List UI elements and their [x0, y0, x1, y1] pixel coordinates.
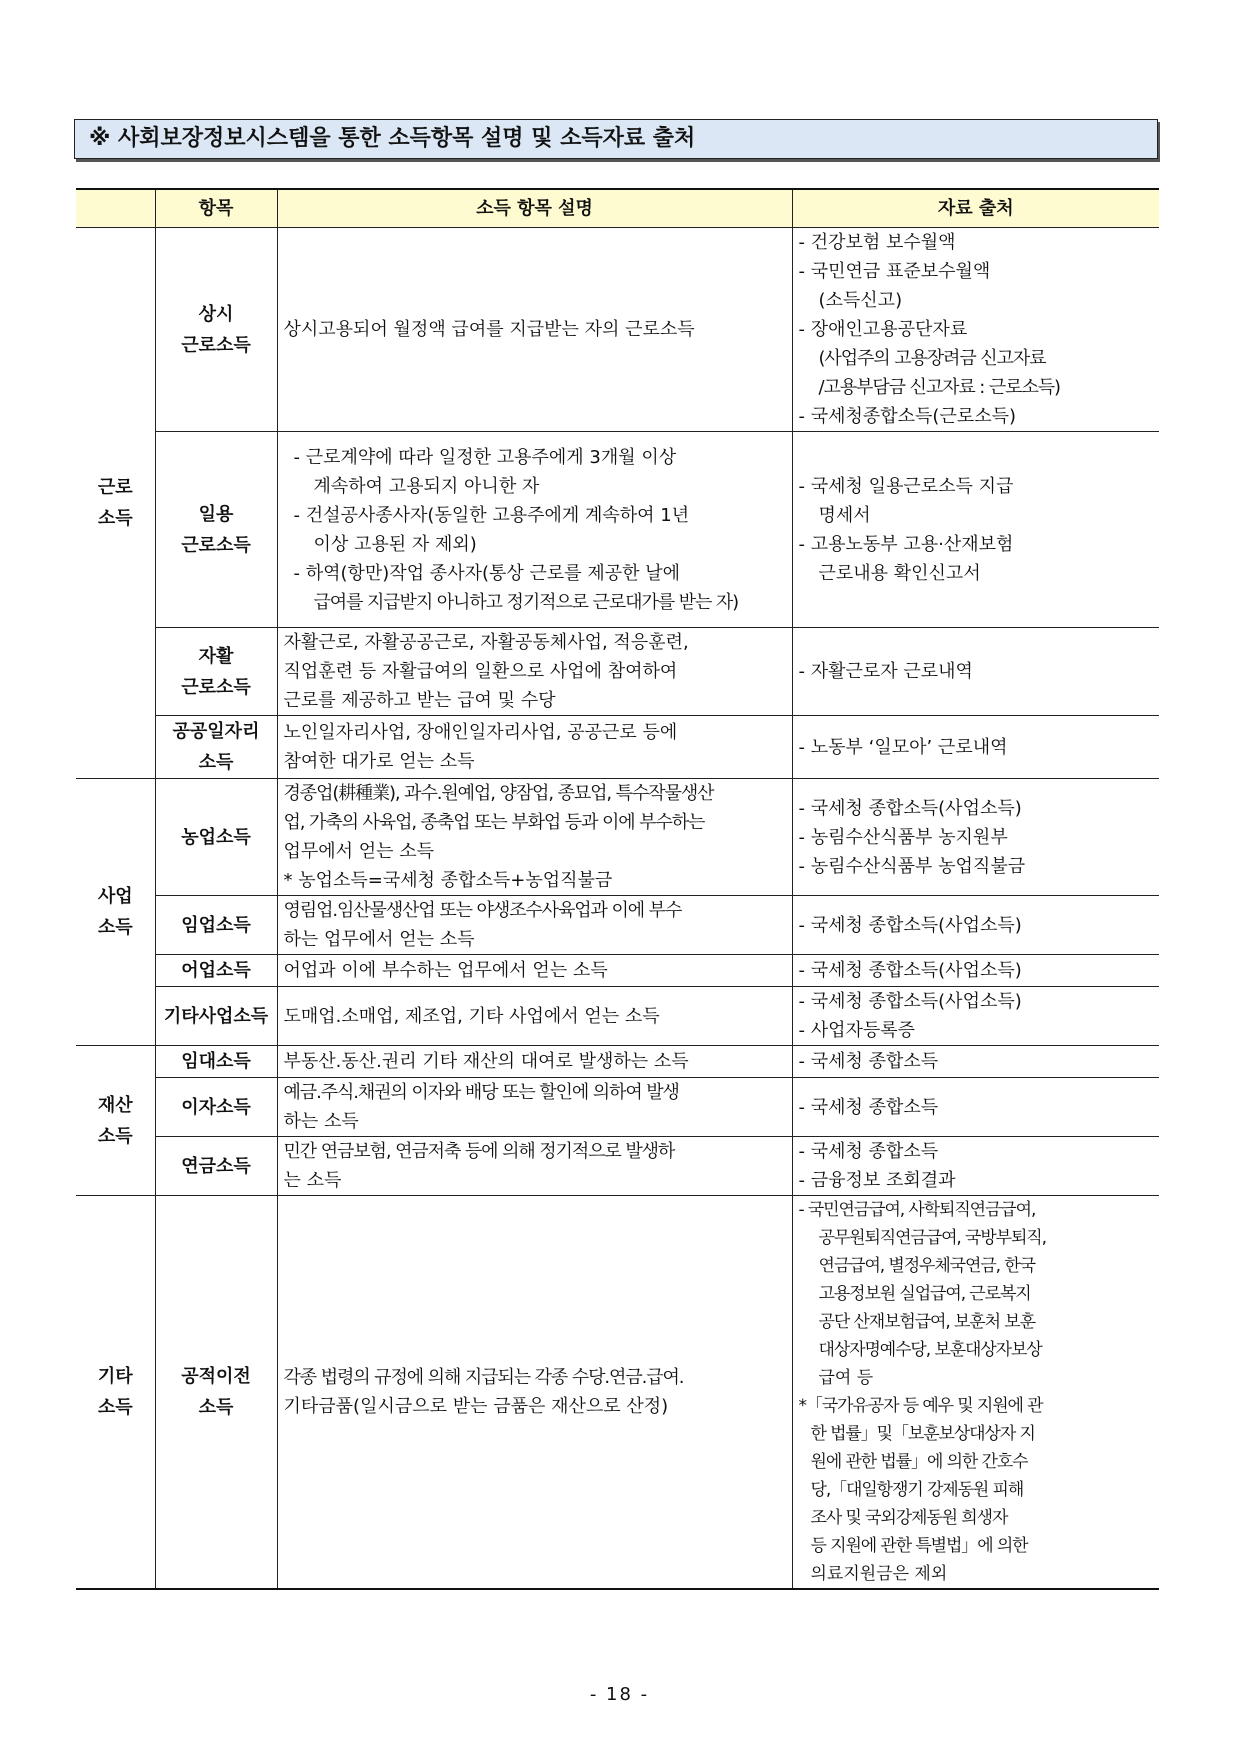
category-cell: 사업 소득 [76, 779, 155, 1046]
source-cell: - 국세청 종합소득(사업소득) - 사업자등록증 [792, 987, 1159, 1046]
source-cell: - 국세청 종합소득 [792, 1046, 1159, 1078]
source-cell: - 국세청 종합소득(사업소득) [792, 896, 1159, 955]
table-row [76, 228, 1159, 432]
header-blank [76, 189, 155, 228]
item-cell: 임대소득 [155, 1046, 277, 1078]
desc-cell: 예금.주식.채권의 이자와 배당 또는 할인에 의하여 발생 하는 소득 [277, 1078, 792, 1137]
item-cell: 자활 근로소득 [155, 628, 277, 716]
table-row [76, 1046, 1159, 1078]
source-cell: - 국민연금급여, 사학퇴직연금급여, 공무원퇴직연금급여, 국방부퇴직, 연금급여, 별정우체국연금, 한국 고용정보원 실업급여, 근로복지 공단 산재보험급여, 보훈처 보훈 대상자명예수당, 보훈대상자보상 급여 등 *「국가유공자 등 예우 및 지원에 관 한 법률」및「보훈보상대상자 지 원에 관한 법률」에 의한 간호수 당,「대일항쟁기 강제동원 피해 조사 및 국외강제동원 희생자 등 지원에 관한 특별법」에 의한 의료지원금은 제외 [792, 1196, 1159, 1590]
desc-cell: 상시고용되어 월정액 급여를 지급받는 자의 근로소득 [277, 228, 792, 432]
desc-cell: 부동산.동산.권리 기타 재산의 대여로 발생하는 소득 [277, 1046, 792, 1078]
desc-cell: 영림업.임산물생산업 또는 야생조수사육업과 이에 부수 하는 업무에서 얻는 소득 [277, 896, 792, 955]
category-cell: 근로 소득 [76, 228, 155, 779]
table-row [76, 896, 1159, 955]
header-desc: 소득 항목 설명 [277, 189, 792, 228]
item-cell: 공적이전 소득 [155, 1196, 277, 1590]
item-cell: 임업소득 [155, 896, 277, 955]
source-cell: - 국세청 종합소득(사업소득) [792, 955, 1159, 987]
item-cell: 농업소득 [155, 779, 277, 896]
item-cell: 기타사업소득 [155, 987, 277, 1046]
item-cell: 이자소득 [155, 1078, 277, 1137]
item-cell: 공공일자리 소득 [155, 716, 277, 779]
table-row [76, 1078, 1159, 1137]
table-row [76, 955, 1159, 987]
desc-cell: 도매업.소매업, 제조업, 기타 사업에서 얻는 소득 [277, 987, 792, 1046]
income-table [76, 188, 1159, 1590]
desc-cell: 경종업(耕種業), 과수.원예업, 양잠업, 종묘업, 특수작물생산 업, 가축의 사육업, 종축업 또는 부화업 등과 이에 부수하는 업무에서 얻는 소득 * 농업소득=국세청 종합소득+농업직불금 [277, 779, 792, 896]
desc-cell: 노인일자리사업, 장애인일자리사업, 공공근로 등에 참여한 대가로 얻는 소득 [277, 716, 792, 779]
header-source: 자료 출처 [792, 189, 1159, 228]
category-cell: 기타 소득 [76, 1196, 155, 1590]
desc-cell: - 근로계약에 따라 일정한 고용주에게 3개월 이상 계속하여 고용되지 아니한 자 - 건설공사종사자(동일한 고용주에게 계속하여 1년 이상 고용된 자 제외) - 하역(항만)작업 종사자(통상 근로를 제공한 날에 급여를 지급받지 아니하고 정기적으로 근로대가를 받는 자) [277, 432, 792, 628]
source-cell: - 국세청 일용근로소득 지급 명세서 - 고용노동부 고용·산재보험 근로내용 확인신고서 [792, 432, 1159, 628]
header-row [76, 189, 1159, 228]
table-row [76, 987, 1159, 1046]
source-cell: - 국세청 종합소득 - 금융정보 조회결과 [792, 1137, 1159, 1196]
table-row [76, 779, 1159, 896]
page-number: - 18 - [589, 1684, 650, 1705]
item-cell: 상시 근로소득 [155, 228, 277, 432]
item-cell: 어업소득 [155, 955, 277, 987]
desc-cell: 어업과 이에 부수하는 업무에서 얻는 소득 [277, 955, 792, 987]
source-cell: - 노동부 ‘일모아’ 근로내역 [792, 716, 1159, 779]
header-item: 항목 [155, 189, 277, 228]
table-row [76, 716, 1159, 779]
desc-cell: 자활근로, 자활공공근로, 자활공동체사업, 적응훈련, 직업훈련 등 자활급여의 일환으로 사업에 참여하여 근로를 제공하고 받는 급여 및 수당 [277, 628, 792, 716]
source-cell: - 국세청 종합소득(사업소득) - 농림수산식품부 농지원부 - 농림수산식품부 농업직불금 [792, 779, 1159, 896]
item-cell: 일용 근로소득 [155, 432, 277, 628]
item-cell: 연금소득 [155, 1137, 277, 1196]
section-title: ※ 사회보장정보시스템을 통한 소득항목 설명 및 소득자료 출처 [74, 119, 1158, 159]
table-row [76, 1137, 1159, 1196]
source-cell: - 국세청 종합소득 [792, 1078, 1159, 1137]
source-cell: - 건강보험 보수월액 - 국민연금 표준보수월액 (소득신고) - 장애인고용공단자료 (사업주의 고용장려금 신고자료 /고용부담금 신고자료 : 근로소득) - 국세청종합소득(근로소득) [792, 228, 1159, 432]
table-row [76, 432, 1159, 628]
category-cell: 재산 소득 [76, 1046, 155, 1196]
table-row [76, 1196, 1159, 1590]
source-cell: - 자활근로자 근로내역 [792, 628, 1159, 716]
table-row [76, 628, 1159, 716]
desc-cell: 각종 법령의 규정에 의해 지급되는 각종 수당.연금.급여. 기타금품(일시금으로 받는 금품은 재산으로 산정) [277, 1196, 792, 1590]
desc-cell: 민간 연금보험, 연금저축 등에 의해 정기적으로 발생하 는 소득 [277, 1137, 792, 1196]
